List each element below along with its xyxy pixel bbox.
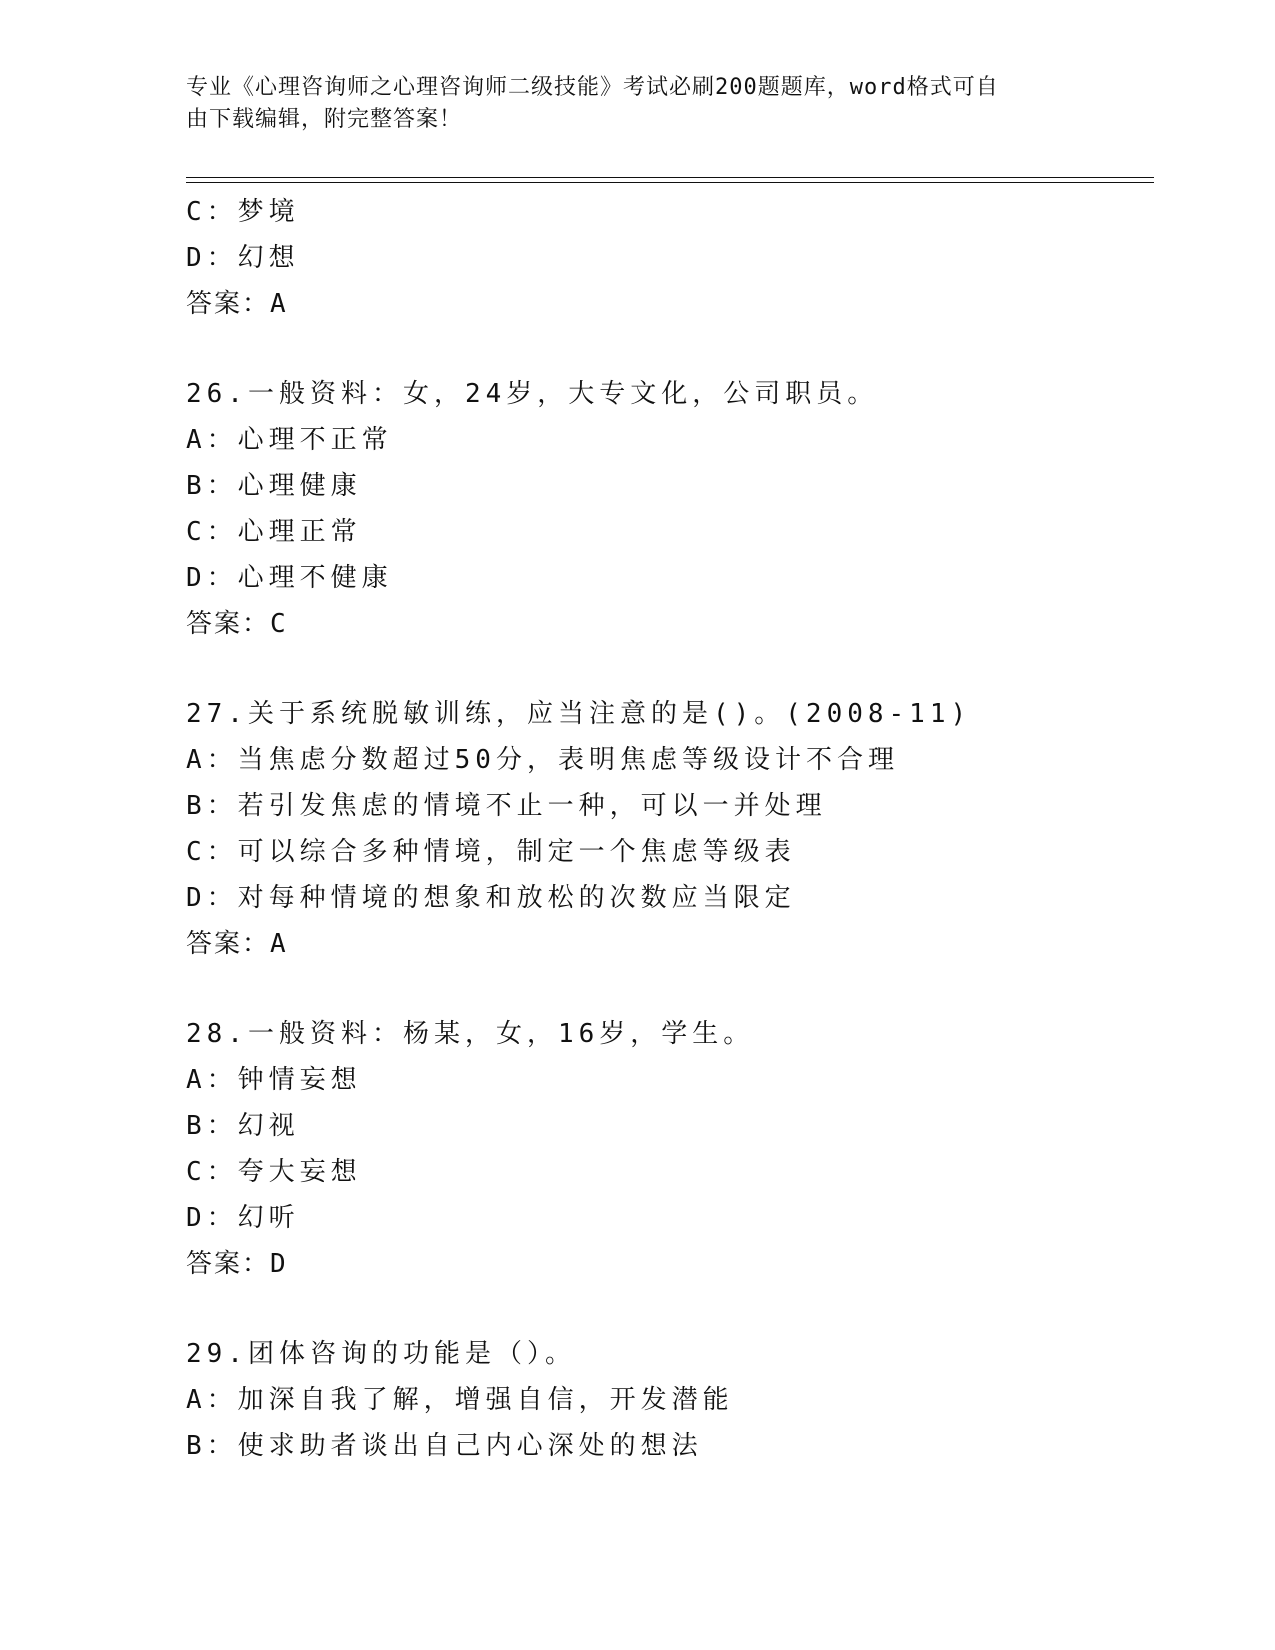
question-28 xyxy=(186,1011,1154,1287)
option-c: C：梦境 xyxy=(186,197,300,227)
option-a: A：加深自我了解，增强自信，开发潜能 xyxy=(186,1385,734,1415)
question-list xyxy=(186,189,1154,1469)
header-divider-bottom xyxy=(186,182,1154,183)
question-26 xyxy=(186,371,1154,647)
option-c: C：可以综合多种情境，制定一个焦虑等级表 xyxy=(186,837,796,867)
document-header xyxy=(186,72,1086,136)
option-c: C：夸大妄想 xyxy=(186,1157,362,1187)
question-stem: 27.关于系统脱敏训练，应当注意的是()。(2008-11) xyxy=(186,699,972,729)
answer-line: 答案：A xyxy=(186,929,288,959)
question-stem: 28.一般资料：杨某，女，16岁，学生。 xyxy=(186,1019,755,1049)
question-stem: 29.团体咨询的功能是（）。 xyxy=(186,1339,576,1369)
option-d: D：幻想 xyxy=(186,243,300,273)
option-c: C：心理正常 xyxy=(186,517,362,547)
option-d: D：对每种情境的想象和放松的次数应当限定 xyxy=(186,883,796,913)
question-stem: 26.一般资料：女，24岁，大专文化，公司职员。 xyxy=(186,379,879,409)
option-d: D：心理不健康 xyxy=(186,563,393,593)
option-a: A：心理不正常 xyxy=(186,425,393,455)
question-27 xyxy=(186,691,1154,967)
option-b: B：若引发焦虑的情境不止一种，可以一并处理 xyxy=(186,791,827,821)
option-d: D：幻听 xyxy=(186,1203,300,1233)
header-line-2: 由下载编辑，附完整答案！ xyxy=(186,107,463,132)
answer-line: 答案：C xyxy=(186,609,288,639)
header-line-1: 专业《心理咨询师之心理咨询师二级技能》考试必刷200题题库，word格式可自 xyxy=(186,75,999,100)
option-a: A：当焦虑分数超过50分，表明焦虑等级设计不合理 xyxy=(186,745,899,775)
option-a: A：钟情妄想 xyxy=(186,1065,362,1095)
answer-line: 答案：D xyxy=(186,1249,288,1279)
option-b: B：心理健康 xyxy=(186,471,362,501)
answer-line: 答案：A xyxy=(186,289,288,319)
question-29 xyxy=(186,1331,1154,1469)
option-b: B：使求助者谈出自己内心深处的想法 xyxy=(186,1431,703,1461)
header-divider-top xyxy=(186,177,1154,178)
option-b: B：幻视 xyxy=(186,1111,300,1141)
